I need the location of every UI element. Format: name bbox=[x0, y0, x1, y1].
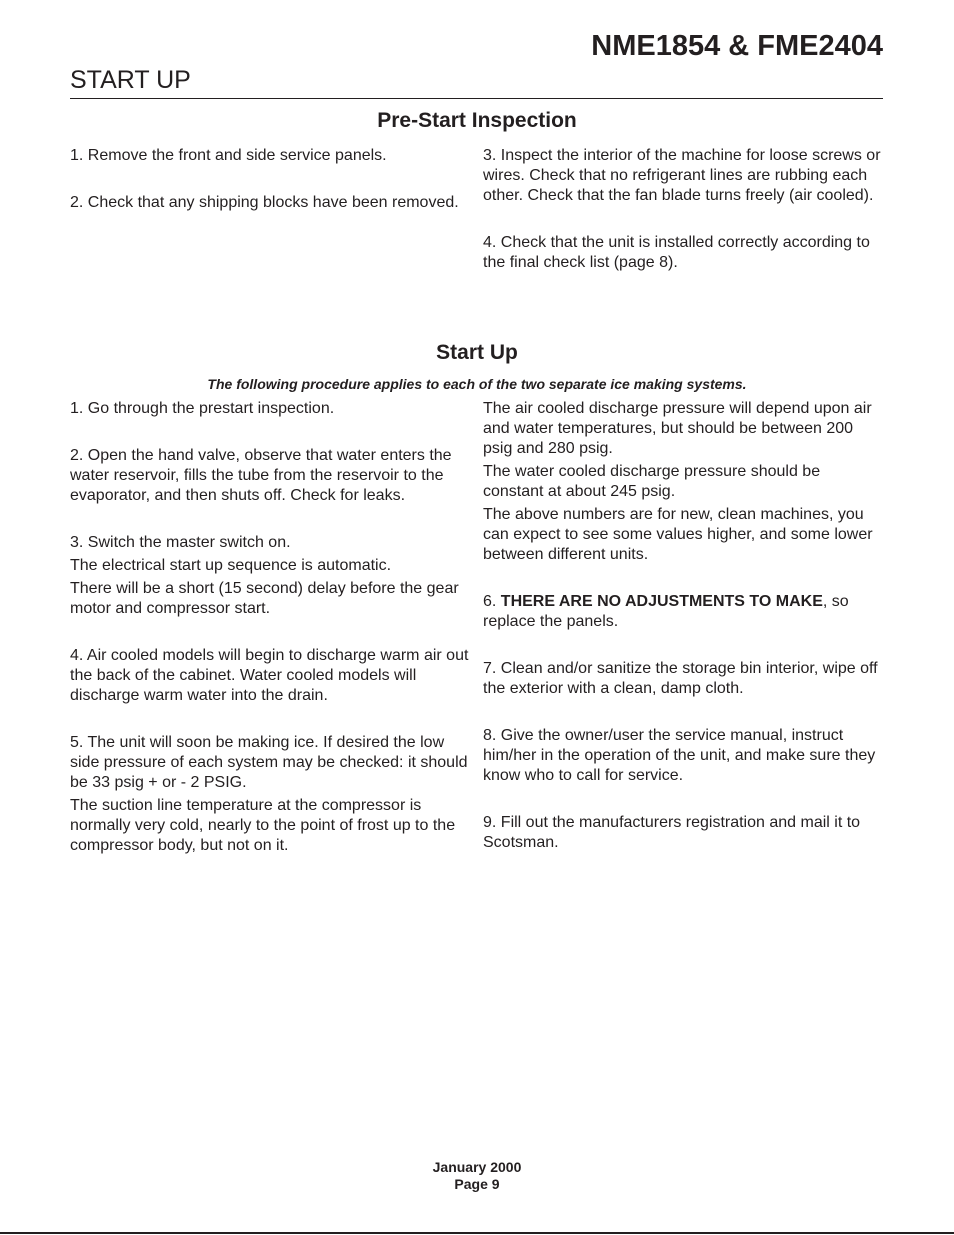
prestart-step-3: 3. Inspect the interior of the machine for loose screws or wires. Check that no refrigerant lines are rubbing each other. Check that the fan blade turns freely (air cooled). bbox=[483, 147, 881, 204]
section-title: START UP bbox=[70, 66, 191, 94]
startup-left-column bbox=[70, 399, 474, 856]
pressure-variation-note: The above numbers are for new, clean machines, you can expect to see some values higher, and some lower between different units. bbox=[483, 506, 873, 563]
startup-step-2: 2. Open the hand valve, observe that water enters the water reservoir, fills the tube from the reservoir to the evaporator, and then shuts off. Check for leaks. bbox=[70, 447, 452, 504]
startup-step-5-note: The suction line temperature at the compressor is normally very cold, nearly to the point of frost up to the compressor body, but not on it. bbox=[70, 797, 456, 854]
discharge-pressure-water: The water cooled discharge pressure should be constant at about 245 psig. bbox=[483, 463, 821, 500]
startup-step-3-note-a: The electrical start up sequence is automatic. bbox=[70, 557, 392, 574]
page-footer bbox=[0, 1159, 954, 1193]
startup-note: The following procedure applies to each of the two separate ice making systems. bbox=[207, 376, 747, 392]
startup-step-8: 8. Give the owner/user the service manual, instruct him/her in the operation of the unit, and make sure they know who to call for service. bbox=[483, 727, 876, 784]
startup-heading: Start Up bbox=[436, 341, 518, 364]
header-divider bbox=[70, 98, 883, 99]
prestart-right-column bbox=[483, 146, 883, 273]
prestart-step-1: 1. Remove the front and side service panels. bbox=[70, 147, 387, 164]
discharge-pressure-air: The air cooled discharge pressure will depend upon air and water temperatures, but should be between 200 psig and 280 psig. bbox=[483, 400, 872, 457]
startup-step-5: 5. The unit will soon be making ice. If desired the low side pressure of each system may be checked: it should be 33 psig + or - 2 PSIG. bbox=[70, 734, 468, 791]
startup-step-7: 7. Clean and/or sanitize the storage bin interior, wipe off the exterior with a clean, damp cloth. bbox=[483, 660, 878, 697]
step-6-prefix: 6. bbox=[483, 593, 501, 610]
prestart-left-column bbox=[70, 146, 475, 213]
prestart-step-2: 2. Check that any shipping blocks have been removed. bbox=[70, 194, 459, 211]
step-6-emphasis: THERE ARE NO ADJUSTMENTS TO MAKE bbox=[500, 593, 823, 610]
footer-divider bbox=[0, 1232, 954, 1234]
startup-step-6 bbox=[483, 592, 883, 632]
startup-step-9: 9. Fill out the manufacturers registration and mail it to Scotsman. bbox=[483, 814, 861, 851]
footer-page-number: Page 9 bbox=[454, 1176, 500, 1192]
startup-step-4: 4. Air cooled models will begin to discharge warm air out the back of the cabinet. Water cooled models will discharge warm water into the drain. bbox=[70, 647, 469, 704]
startup-step-3: 3. Switch the master switch on. bbox=[70, 534, 291, 551]
prestart-step-4: 4. Check that the unit is installed correctly according to the final check list (page 8). bbox=[483, 234, 870, 271]
model-title: NME1854 & FME2404 bbox=[591, 30, 883, 62]
startup-step-3-note-b: There will be a short (15 second) delay before the gear motor and compressor start. bbox=[70, 580, 459, 617]
step-6-suffix: , so replace the panels. bbox=[483, 593, 849, 630]
startup-right-column bbox=[483, 399, 883, 853]
prestart-heading: Pre-Start Inspection bbox=[377, 109, 577, 132]
startup-step-1: 1. Go through the prestart inspection. bbox=[70, 400, 335, 417]
footer-date: January 2000 bbox=[432, 1159, 522, 1175]
